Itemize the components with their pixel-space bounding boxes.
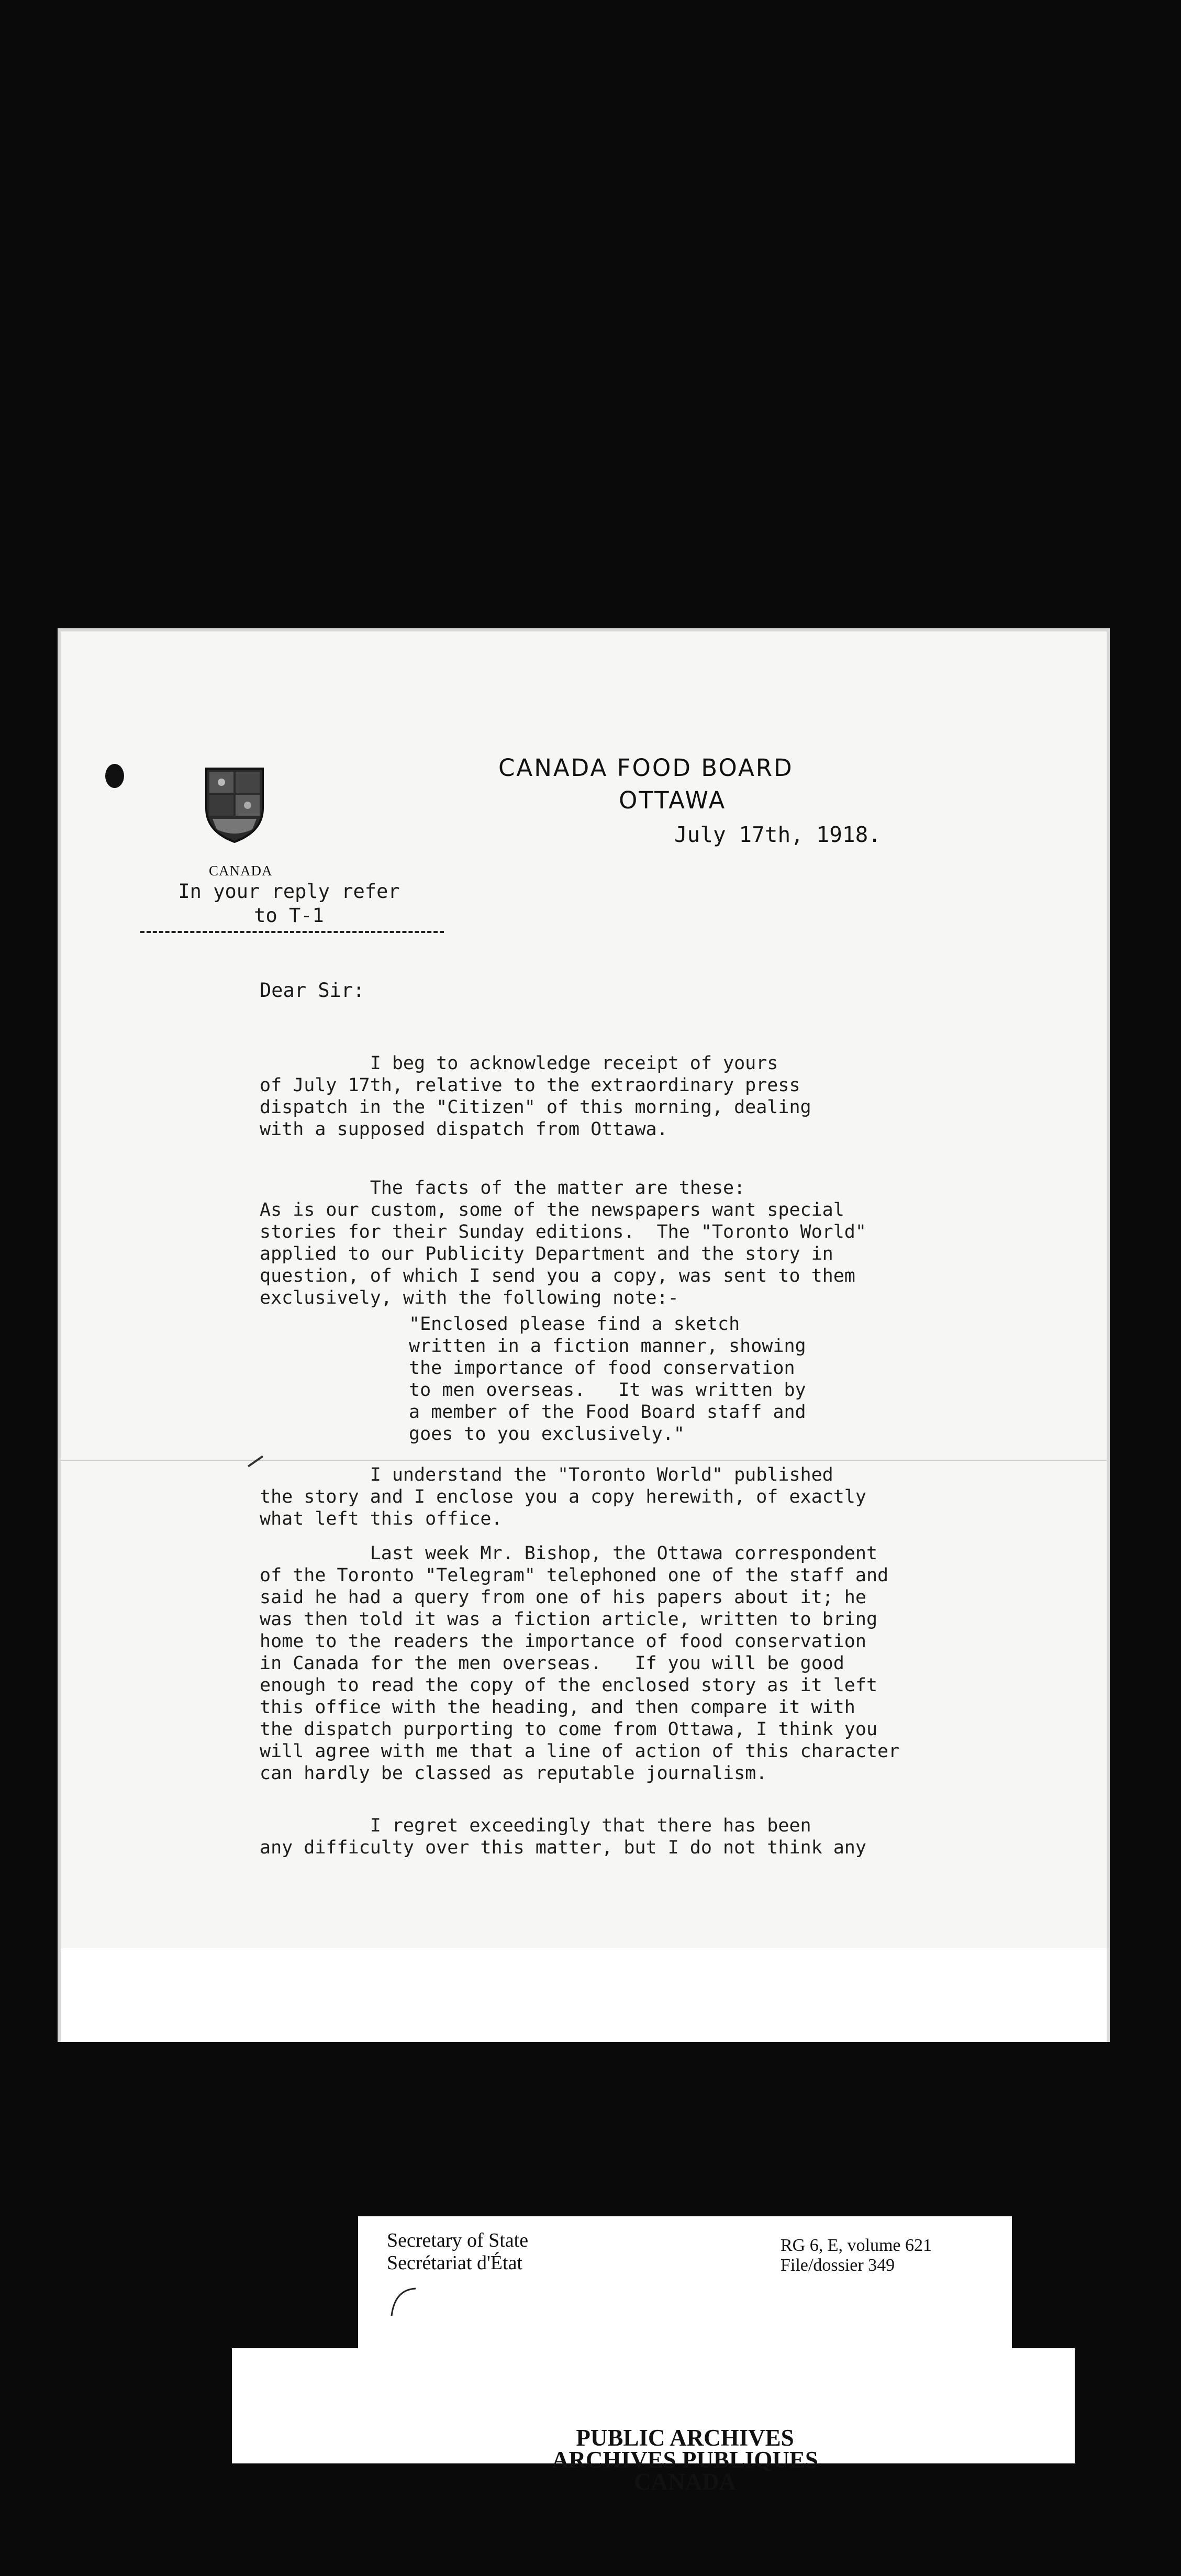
- canada-crest-icon: [202, 764, 267, 844]
- paragraph-acknowledgement: I beg to acknowledge receipt of yours of July 17th, relative to the extraordinary press dispatch in the "Citizen" of this morning, dealing with a supposed dispatch from Ottawa.: [260, 1053, 811, 1140]
- archive-department-fr: Secrétariat d'État: [387, 2252, 522, 2274]
- fold-line: [61, 1460, 1107, 1461]
- archive-reference: [781, 2236, 932, 2275]
- archive-file-number: File/dossier 349: [781, 2256, 895, 2275]
- crest-caption: CANADA: [209, 863, 273, 879]
- archive-department-en: Secretary of State: [387, 2229, 529, 2251]
- page-bottom-band: [61, 1948, 1107, 2042]
- archive-label-tab-left: [232, 2348, 343, 2463]
- reply-reference-line1: In your reply refer: [178, 880, 400, 903]
- archive-card: [358, 2216, 1012, 2452]
- reply-reference-line2: to T-1: [254, 904, 324, 927]
- letterhead-org: CANADA FOOD BOARD: [498, 754, 794, 782]
- quoted-note: "Enclosed please find a sketch written in a fiction manner, showing the importance of food conservation to men overseas. It was written by a member of the Food Board staff and goes to you exclusively.": [409, 1314, 806, 1445]
- letter-date: July 17th, 1918.: [674, 822, 881, 847]
- archive-department: [387, 2229, 528, 2274]
- pen-mark-icon: [384, 2284, 421, 2321]
- archive-stamp-line2: ARCHIVES PUBLIQUES: [552, 2447, 818, 2473]
- letterhead-city: OTTAWA: [619, 786, 727, 814]
- salutation: Dear Sir:: [260, 979, 365, 1002]
- paragraph-regret: I regret exceedingly that there has been any difficulty over this matter, but I do not think any: [260, 1815, 866, 1858]
- archive-stamp-line3: CANADA: [634, 2469, 736, 2495]
- paragraph-toronto-world: I understand the "Toronto World" published the story and I enclose you a copy herewith, of exactly what left this office.: [260, 1464, 866, 1529]
- paragraph-facts: The facts of the matter are these: As is our custom, some of the newspapers want special stories for their Sunday editions. The "Toronto World" applied to our Publicity Department and the story in question, of which I send you a copy, was sent to them exclusively, with the following note:-: [260, 1178, 866, 1308]
- archive-stamp: [358, 2427, 1012, 2493]
- punch-hole: [105, 764, 124, 788]
- archive-record-group: RG 6, E, volume 621: [781, 2236, 932, 2255]
- archive-label-tab-right: [1012, 2348, 1075, 2463]
- archive-stamp-line1: PUBLIC ARCHIVES: [576, 2425, 794, 2451]
- reply-reference: [153, 880, 425, 928]
- letter-page: [58, 628, 1110, 2042]
- reply-reference-rule: [140, 931, 444, 933]
- paragraph-bishop: Last week Mr. Bishop, the Ottawa correspondent of the Toronto "Telegram" telephoned one of the staff and said he had a query from one of his papers about it; he was then told it was a fiction article, written to bring home to the readers the importance of food conservation in Canada for the men overseas. If you will be good enough to read the copy of the enclosed story as it left this office with the heading, and then compare it with the dispatch purporting to come from Ottawa, I think you will agree with me that a line of action of this character can hardly be classed as reputable journalism.: [260, 1543, 900, 1784]
